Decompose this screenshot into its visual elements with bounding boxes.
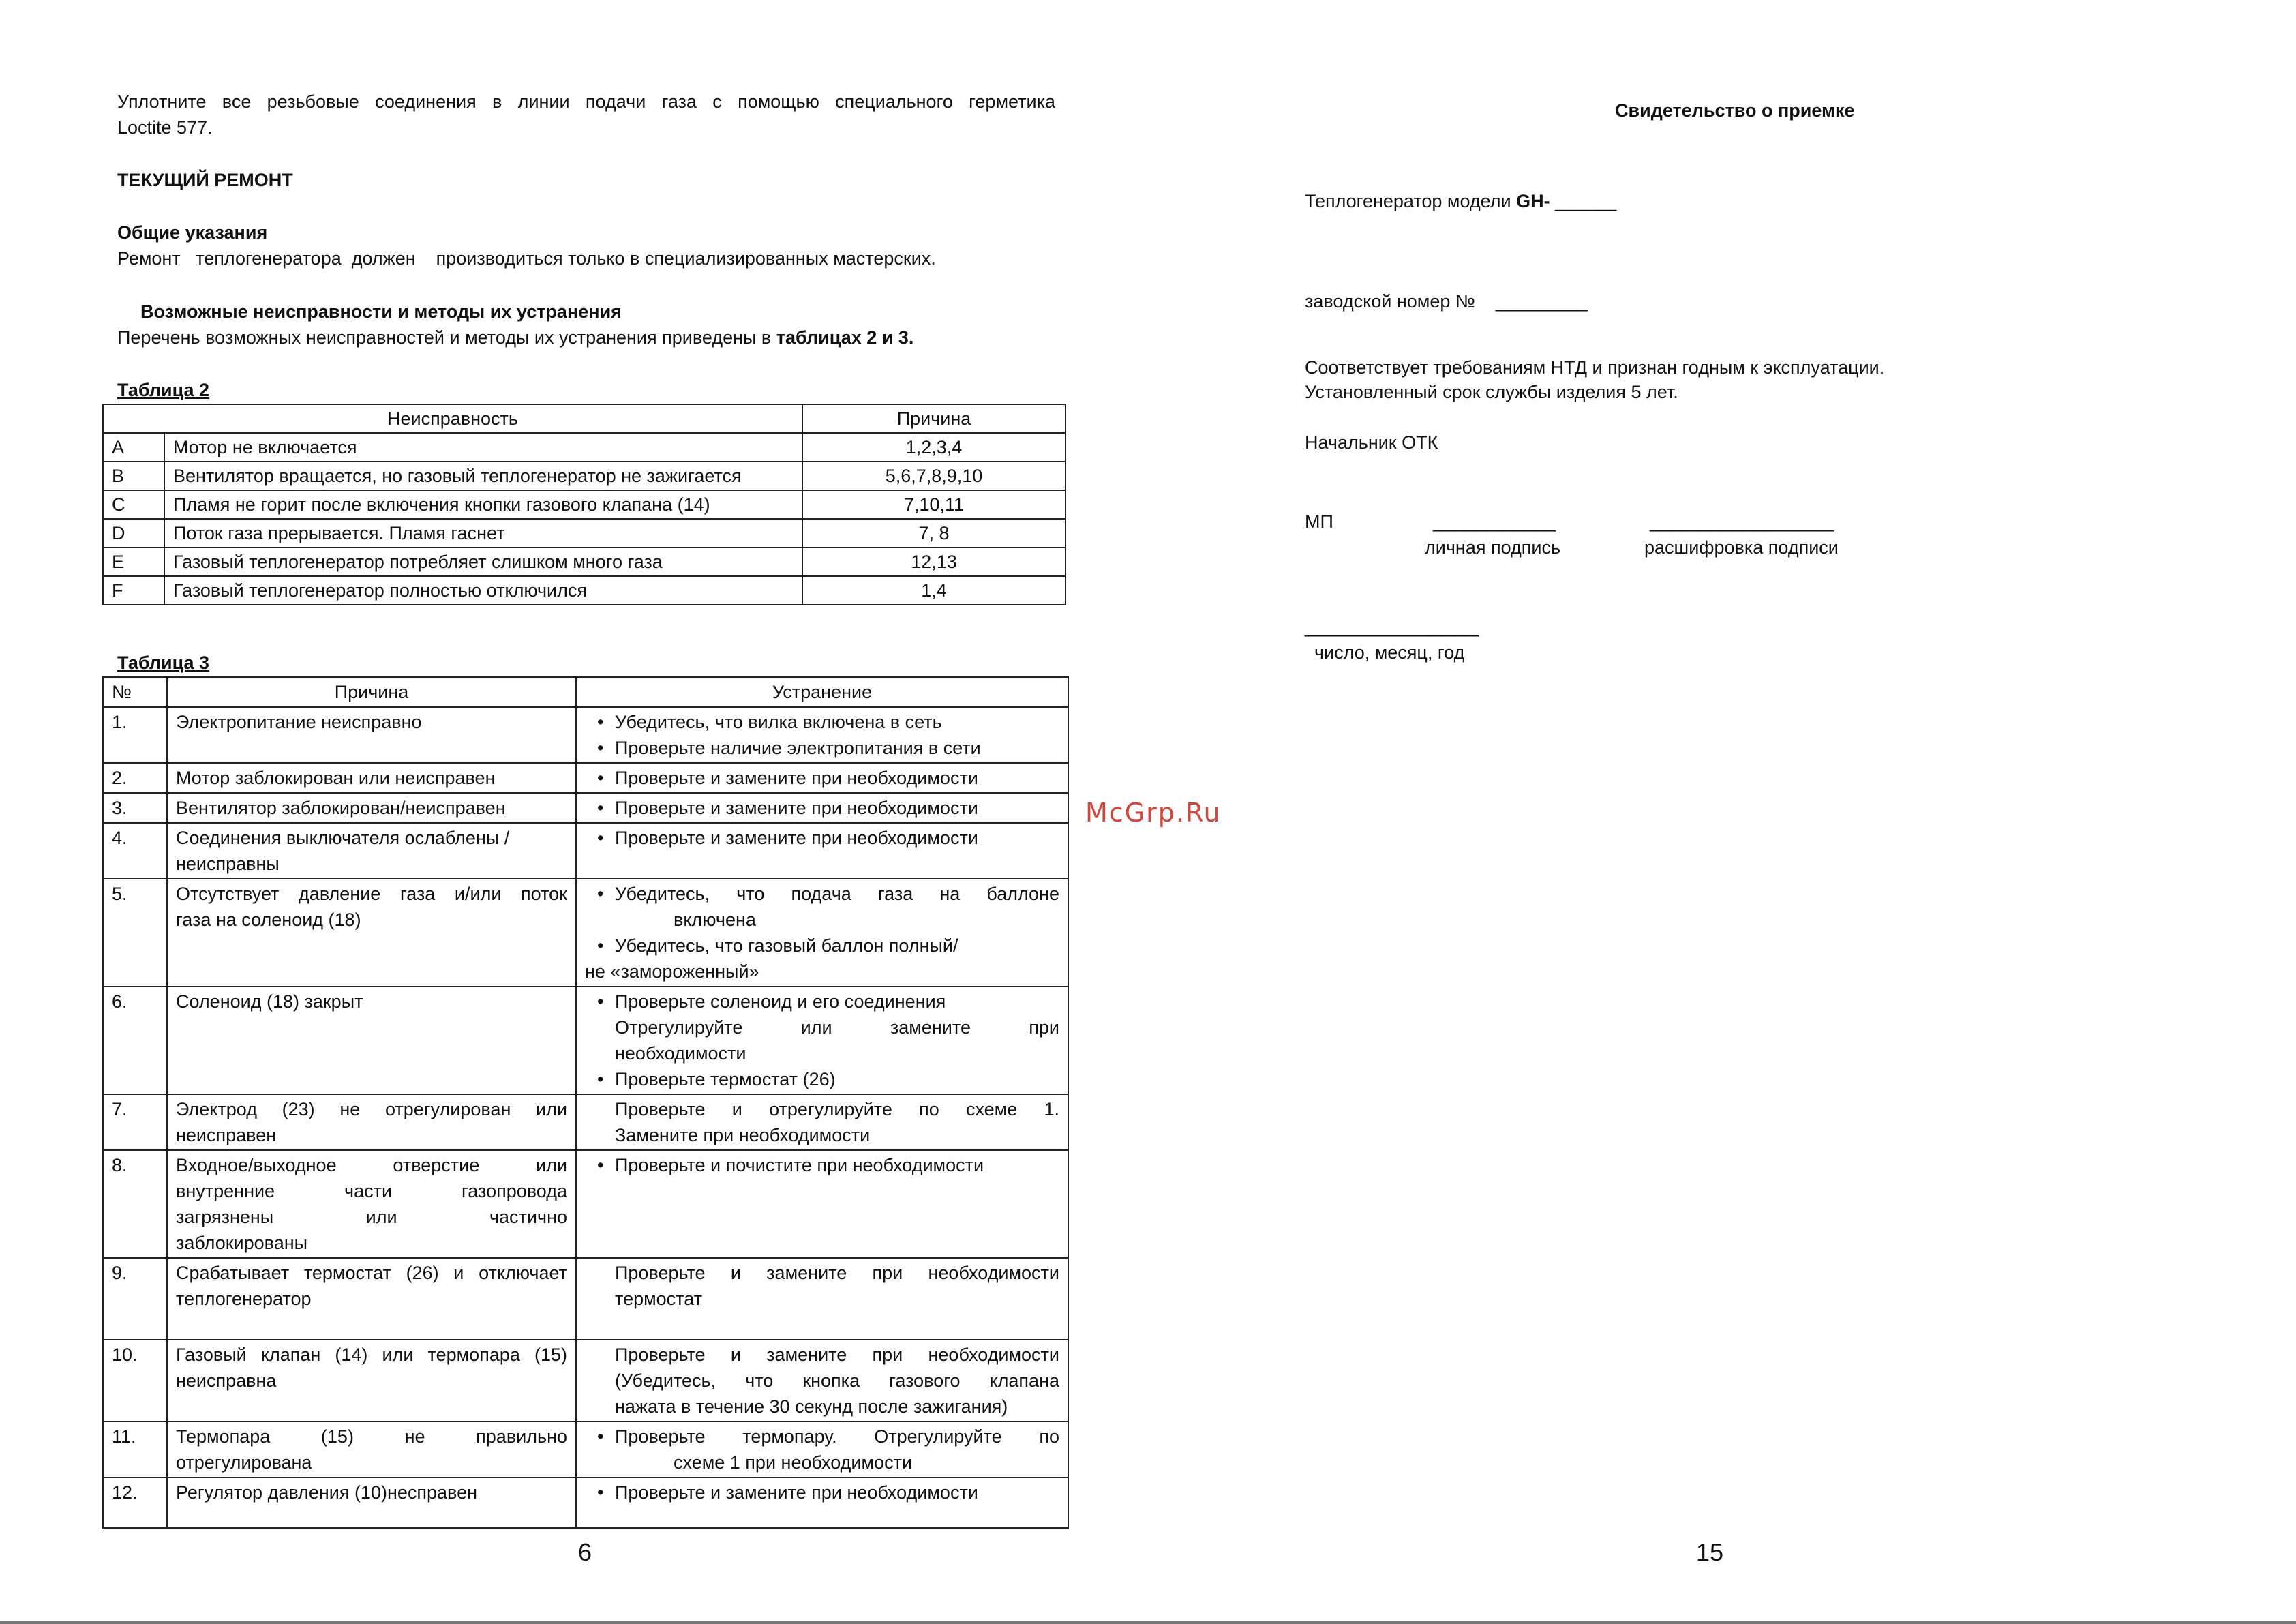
date-caption: число, месяц, год	[1314, 642, 1465, 663]
table3-cause: Соленоид (18) закрыт	[167, 987, 576, 1094]
table3-col-cause: Причина	[167, 677, 576, 707]
table2-id: C	[103, 490, 164, 519]
table3	[102, 676, 1069, 1529]
table3-cause: Мотор заблокирован или неисправен	[167, 763, 576, 793]
cause-line: Соединения выключателя ослаблены /	[176, 828, 510, 848]
table3-fix	[576, 763, 1068, 793]
table3-fix	[576, 1094, 1068, 1150]
table3-fix	[576, 1340, 1068, 1422]
fix-continuation: схеме 1 при необходимости	[674, 1452, 913, 1473]
table3-cause	[167, 1422, 576, 1477]
fix-bullet: • Убедитесь, что газовый баллон полный/	[585, 933, 1059, 959]
table-row	[103, 1258, 1068, 1340]
table3-fix	[576, 879, 1068, 987]
cause-line: Входное/выходное отверстие или	[176, 1155, 567, 1175]
table3-cause: Электропитание неисправно	[167, 707, 576, 763]
table3-no: 10.	[103, 1340, 167, 1422]
conformity-line-2: Установленный срок службы изделия 5 лет.	[1305, 382, 1678, 402]
table3-no: 9.	[103, 1258, 167, 1340]
heading-current-repair: ТЕКУЩИЙ РЕМОНТ	[117, 170, 293, 190]
qc-chief: Начальник ОТК	[1305, 432, 1438, 453]
table-row	[103, 433, 1066, 462]
fix-bullet: • Проверьте и замените при необходимости	[585, 825, 1059, 851]
cause-line: Газовый клапан (14) или термопара (15)	[176, 1344, 567, 1365]
table3-fix	[576, 987, 1068, 1094]
table2-id: B	[103, 462, 164, 490]
table3-no: 11.	[103, 1422, 167, 1477]
cause-line: загрязнены или частично	[176, 1207, 567, 1227]
table-row	[103, 987, 1068, 1094]
table3-caption: Таблица 3	[117, 652, 210, 673]
table3-no: 12.	[103, 1477, 167, 1528]
table2-id: D	[103, 519, 164, 547]
cause-line: Электрод (23) не отрегулирован или	[176, 1099, 567, 1119]
table-row	[103, 763, 1068, 793]
signature-line: ____________	[1433, 511, 1556, 532]
table-row	[103, 490, 1066, 519]
fix-line: нажата в течение 30 секунд после зажигания)	[615, 1396, 1008, 1417]
table2-col-fault: Неисправность	[103, 404, 802, 433]
fix-bullet: • Проверьте термопару. Отрегулируйте по	[585, 1424, 1059, 1449]
table3-col-no: №	[103, 677, 167, 707]
signature-caption: личная подпись	[1425, 537, 1561, 558]
table3-fix	[576, 1422, 1068, 1477]
table3-no: 2.	[103, 763, 167, 793]
decoding-caption: расшифровка подписи	[1644, 537, 1839, 558]
fix-continuation: Отрегулируйте или замените при	[615, 1017, 1059, 1038]
table3-no: 3.	[103, 793, 167, 823]
cause-line: неисправна	[176, 1370, 277, 1391]
table2-fault: Газовый теплогенератор потребляет слишком много газа	[164, 547, 802, 576]
table2-cause: 5,6,7,8,9,10	[802, 462, 1066, 490]
table-row	[103, 1340, 1068, 1422]
table3-fix	[576, 707, 1068, 763]
table2-id: E	[103, 547, 164, 576]
table-row	[103, 1150, 1068, 1258]
fix-bullet: • Проверьте термостат (26)	[585, 1066, 1059, 1092]
table3-fix	[576, 793, 1068, 823]
table3-cause	[167, 1477, 576, 1528]
table-row	[103, 519, 1066, 547]
fix-line: Проверьте и замените при необходимости	[615, 1263, 1059, 1283]
table3-cause	[167, 1094, 576, 1150]
page-number-right: 15	[1696, 1538, 1724, 1566]
table3-no: 7.	[103, 1094, 167, 1150]
table2-header	[103, 404, 1066, 433]
table3-cause	[167, 879, 576, 987]
fix-bullet: • Проверьте и замените при необходимости	[585, 795, 1059, 821]
stamp-label: МП	[1305, 511, 1333, 532]
table3-col-fix: Устранение	[576, 677, 1068, 707]
fix-bullet: • Проверьте и почистите при необходимости	[585, 1152, 1059, 1178]
cause-line: Термопара (15) не правильно	[176, 1426, 567, 1447]
fix-continuation: необходимости	[615, 1043, 746, 1064]
spacer	[176, 1312, 567, 1338]
table3-cause	[167, 823, 576, 879]
fix-continuation: не «замороженный»	[585, 961, 759, 982]
table3-no: 4.	[103, 823, 167, 879]
model-label: Теплогенератор модели	[1305, 191, 1517, 211]
intro-line-1: Уплотните все резьбовые соединения в линии подачи газа с помощью специального герметика	[117, 91, 1055, 112]
table3-cause	[167, 1150, 576, 1258]
table3-fix	[576, 1150, 1068, 1258]
fix-line: термостат	[615, 1289, 703, 1309]
general-text: Ремонт теплогенератора должен производиться только в специализированных мастерских.	[117, 248, 936, 269]
table3-no: 8.	[103, 1150, 167, 1258]
faults-text-bold: таблицах 2 и 3.	[771, 327, 914, 348]
fix-bullet: • Проверьте и замените при необходимости	[585, 1479, 1059, 1505]
cause-line: заблокированы	[176, 1233, 308, 1253]
table2-cause: 7, 8	[802, 519, 1066, 547]
table2-caption: Таблица 2	[117, 380, 210, 400]
cause-line: теплогенератор	[176, 1289, 312, 1309]
table2-cause: 1,4	[802, 576, 1066, 605]
table2-fault: Вентилятор вращается, но газовый теплогенератор не зажигается	[164, 462, 802, 490]
cause-line: Срабатывает термостат (26) и отключает	[176, 1263, 567, 1283]
spacer	[176, 1505, 567, 1526]
fix-line: Проверьте и отрегулируйте по схеме 1.	[615, 1099, 1059, 1119]
table-row	[103, 1477, 1068, 1528]
table2-cause: 1,2,3,4	[802, 433, 1066, 462]
faults-text-prefix: Перечень возможных неисправностей и методы их устранения приведены в	[117, 327, 772, 348]
fix-bullet: • Убедитесь, что подача газа на баллоне	[585, 881, 1059, 907]
table2-cause: 12,13	[802, 547, 1066, 576]
table3-no: 1.	[103, 707, 167, 763]
table-row	[103, 793, 1068, 823]
cause-line: внутренние части газопровода	[176, 1181, 567, 1201]
fix-bullet: • Проверьте наличие электропитания в сети	[585, 735, 1059, 761]
table-row	[103, 823, 1068, 879]
table2-cause: 7,10,11	[802, 490, 1066, 519]
table2-fault: Поток газа прерывается. Пламя гаснет	[164, 519, 802, 547]
page-number-left: 6	[578, 1538, 592, 1566]
intro-line-2: Loctite 577.	[117, 117, 213, 138]
table3-no: 5.	[103, 879, 167, 987]
fix-continuation: включена	[674, 909, 756, 930]
table2-id: F	[103, 576, 164, 605]
fix-line: Проверьте и замените при необходимости	[615, 1344, 1059, 1365]
cause-line: отрегулирована	[176, 1452, 312, 1473]
serial-line: заводской номер № _________	[1305, 291, 1588, 312]
table2	[102, 404, 1066, 605]
table2-col-cause: Причина	[802, 404, 1066, 433]
table-row	[103, 879, 1068, 987]
table2-id: A	[103, 433, 164, 462]
cause-line: неисправен	[176, 1125, 277, 1145]
model-line	[1305, 188, 1616, 214]
table-row	[103, 1094, 1068, 1150]
cause-line: неисправны	[176, 854, 280, 874]
decoding-line: __________________	[1650, 511, 1834, 532]
cause-line: Регулятор давления (10)несправен	[176, 1482, 478, 1503]
model-prefix: GH-	[1516, 191, 1550, 211]
table-row	[103, 547, 1066, 576]
table3-cause	[167, 1258, 576, 1340]
table-row	[103, 576, 1066, 605]
cause-line: газа на соленоид (18)	[176, 909, 361, 930]
cause-line: Отсутствует давление газа и/или поток	[176, 884, 567, 904]
fix-bullet: • Убедитесь, что вилка включена в сеть	[585, 709, 1059, 735]
watermark: McGrp.Ru	[1085, 798, 1222, 828]
fix-bullet: • Проверьте соленоид и его соединения	[585, 989, 1059, 1014]
table-row	[103, 1422, 1068, 1477]
table3-no: 6.	[103, 987, 167, 1094]
fix-bullet: • Проверьте и замените при необходимости	[585, 765, 1059, 791]
faults-text	[117, 325, 913, 350]
table2-fault: Газовый теплогенератор полностью отключился	[164, 576, 802, 605]
general-heading: Общие указания	[117, 222, 268, 243]
table3-cause	[167, 1340, 576, 1422]
table2-fault: Мотор не включается	[164, 433, 802, 462]
acceptance-title: Свидетельство о приемке	[1615, 100, 1855, 121]
faults-heading: Возможные неисправности и методы их устранения	[140, 301, 622, 322]
table2-fault: Пламя не горит после включения кнопки газового клапана (14)	[164, 490, 802, 519]
table-row	[103, 707, 1068, 763]
conformity-line-1: Соответствует требованиям НТД и признан годным к эксплуатации.	[1305, 357, 1885, 378]
bottom-rule	[0, 1621, 2296, 1624]
fix-line: (Убедитесь, что кнопка газового клапана	[615, 1370, 1059, 1391]
table3-fix	[576, 1477, 1068, 1528]
table-row	[103, 462, 1066, 490]
model-blank: ______	[1550, 191, 1617, 211]
table3-header	[103, 677, 1068, 707]
date-line: _________________	[1305, 616, 1479, 637]
table3-fix	[576, 823, 1068, 879]
table3-cause: Вентилятор заблокирован/неисправен	[167, 793, 576, 823]
table3-fix	[576, 1258, 1068, 1340]
fix-line: Замените при необходимости	[615, 1125, 871, 1145]
right-page	[1148, 0, 2296, 1624]
